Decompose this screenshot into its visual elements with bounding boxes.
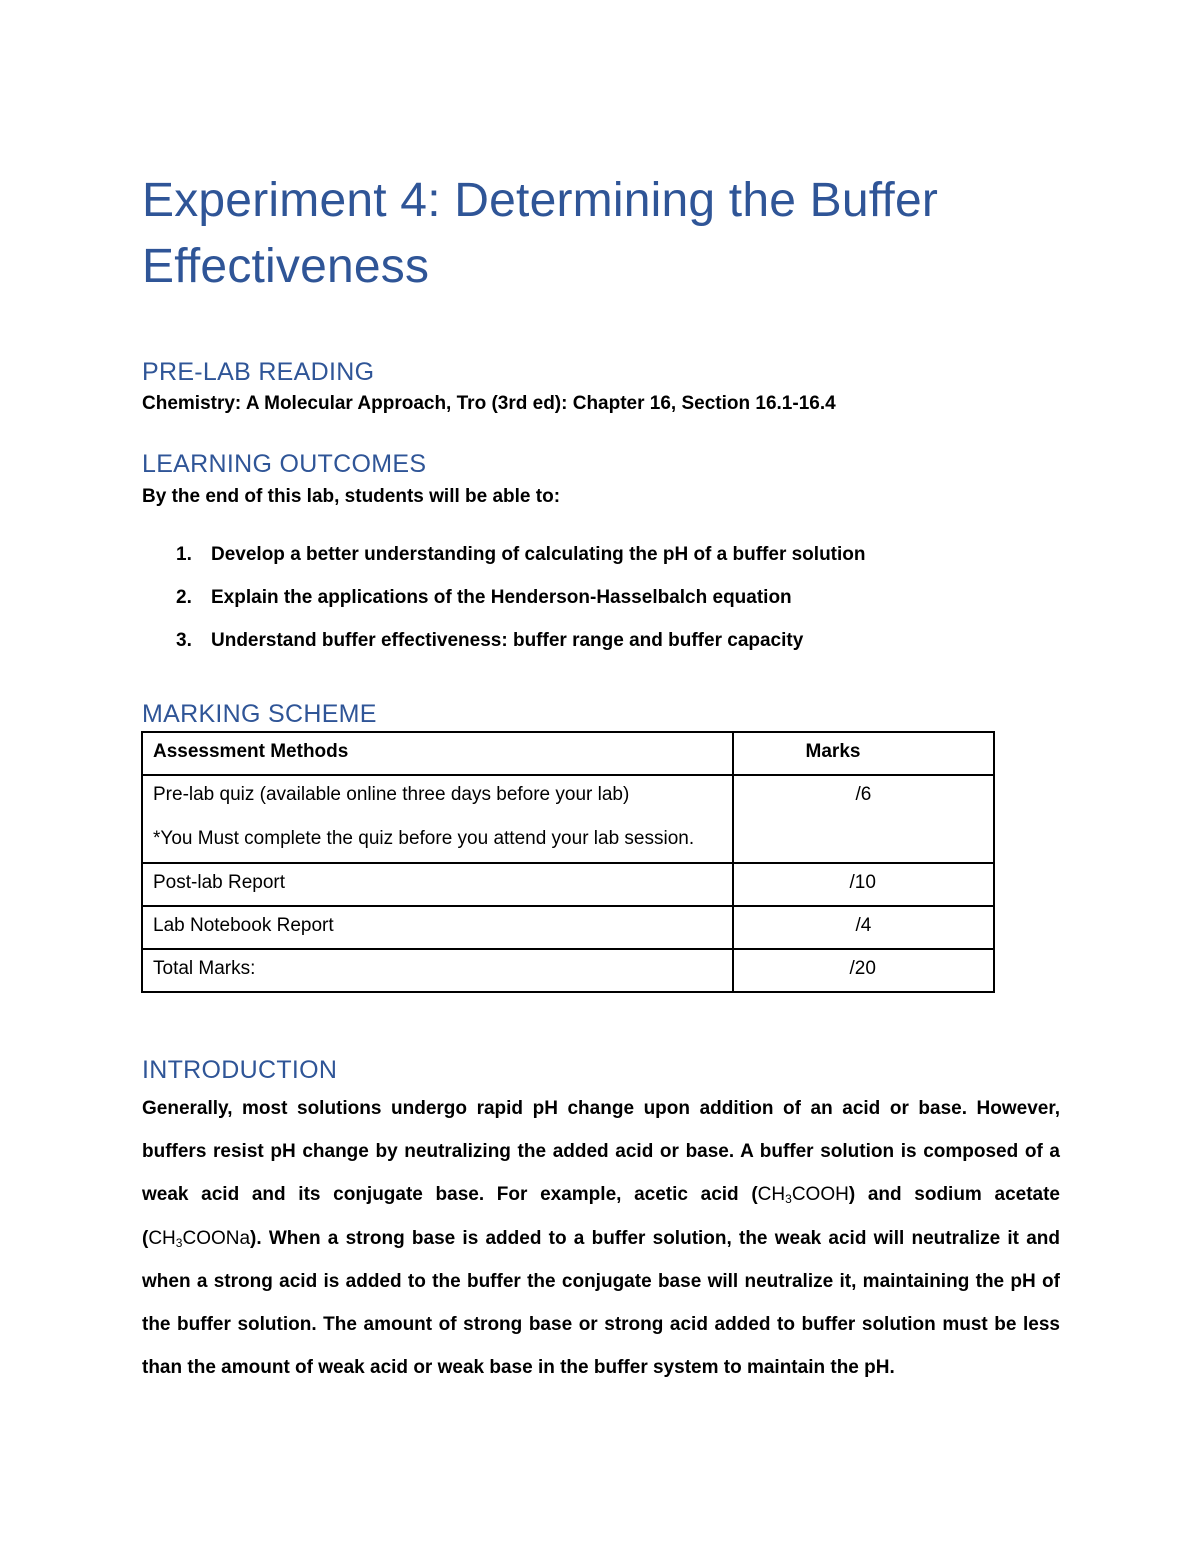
column-header-assessment: Assessment Methods xyxy=(142,732,733,775)
list-item-text: Understand buffer effectiveness: buffer range and buffer capacity xyxy=(211,630,804,651)
document-title: Experiment 4: Determining the Buffer Effectiveness xyxy=(142,174,939,293)
learning-outcomes-intro: By the end of this lab, students will be able to: xyxy=(142,486,561,507)
list-item-number: 3. xyxy=(176,630,192,651)
table-row xyxy=(142,775,994,863)
assessment-cell xyxy=(142,775,733,863)
list-item-text: Explain the applications of the Henderson-Hasselbalch equation xyxy=(211,587,792,608)
sodium-acetate-formula: $CH_3COONa$ xyxy=(148,1227,251,1250)
introduction-heading: INTRODUCTION xyxy=(142,1056,338,1084)
marks-cell: /6 xyxy=(733,775,994,863)
assessment-note: *You Must complete the quiz before you attend your lab session. xyxy=(153,828,695,849)
marking-scheme-table xyxy=(141,731,995,993)
introduction-paragraph: Generally, most solutions undergo rapid pH change upon addition of an acid or base. However, buffers resist pH change by neutralizing the added acid or base. A buffer solution is composed of a weak acid and its conjugate base. For example, acetic acid $(CH_3COOH)$ and sodium acetate $(CH_3COONa)$. When a strong base is added to a buffer solution, the weak acid will neutralize it and when a strong acid is added to the buffer the conjugate base will neutralize it, maintaining the pH of the buffer solution. The amount of strong base or strong acid added to buffer solution must be less than the amount of weak acid or weak base in the buffer system to maintain the pH. xyxy=(142,1098,1060,1379)
table-row xyxy=(142,906,994,949)
assessment-cell: Lab Notebook Report xyxy=(142,906,733,949)
marking-scheme-heading: MARKING SCHEME xyxy=(142,700,377,728)
table-header-row xyxy=(142,732,994,775)
marks-cell: /10 xyxy=(733,863,994,906)
total-marks-cell: /20 xyxy=(733,949,994,992)
acetic-acid-formula: $CH_3COOH$ xyxy=(757,1184,849,1207)
table-row xyxy=(142,863,994,906)
list-item-number: 2. xyxy=(176,587,192,608)
assessment-method: Pre-lab quiz (available online three days before your lab) xyxy=(153,784,630,805)
assessment-cell: Post-lab Report xyxy=(142,863,733,906)
marks-cell: /4 xyxy=(733,906,994,949)
list-item-number: 1. xyxy=(176,544,192,565)
total-label-cell: Total Marks: xyxy=(142,949,733,992)
column-header-marks: Marks xyxy=(733,732,994,775)
list-item-text: Develop a better understanding of calculating the pH of a buffer solution xyxy=(211,544,866,565)
learning-outcomes-heading: LEARNING OUTCOMES xyxy=(142,450,427,478)
table-total-row xyxy=(142,949,994,992)
prelab-reading-text: Chemistry: A Molecular Approach, Tro (3rd ed): Chapter 16, Section 16.1-16.4 xyxy=(142,393,836,414)
prelab-heading: PRE-LAB READING xyxy=(142,358,375,386)
